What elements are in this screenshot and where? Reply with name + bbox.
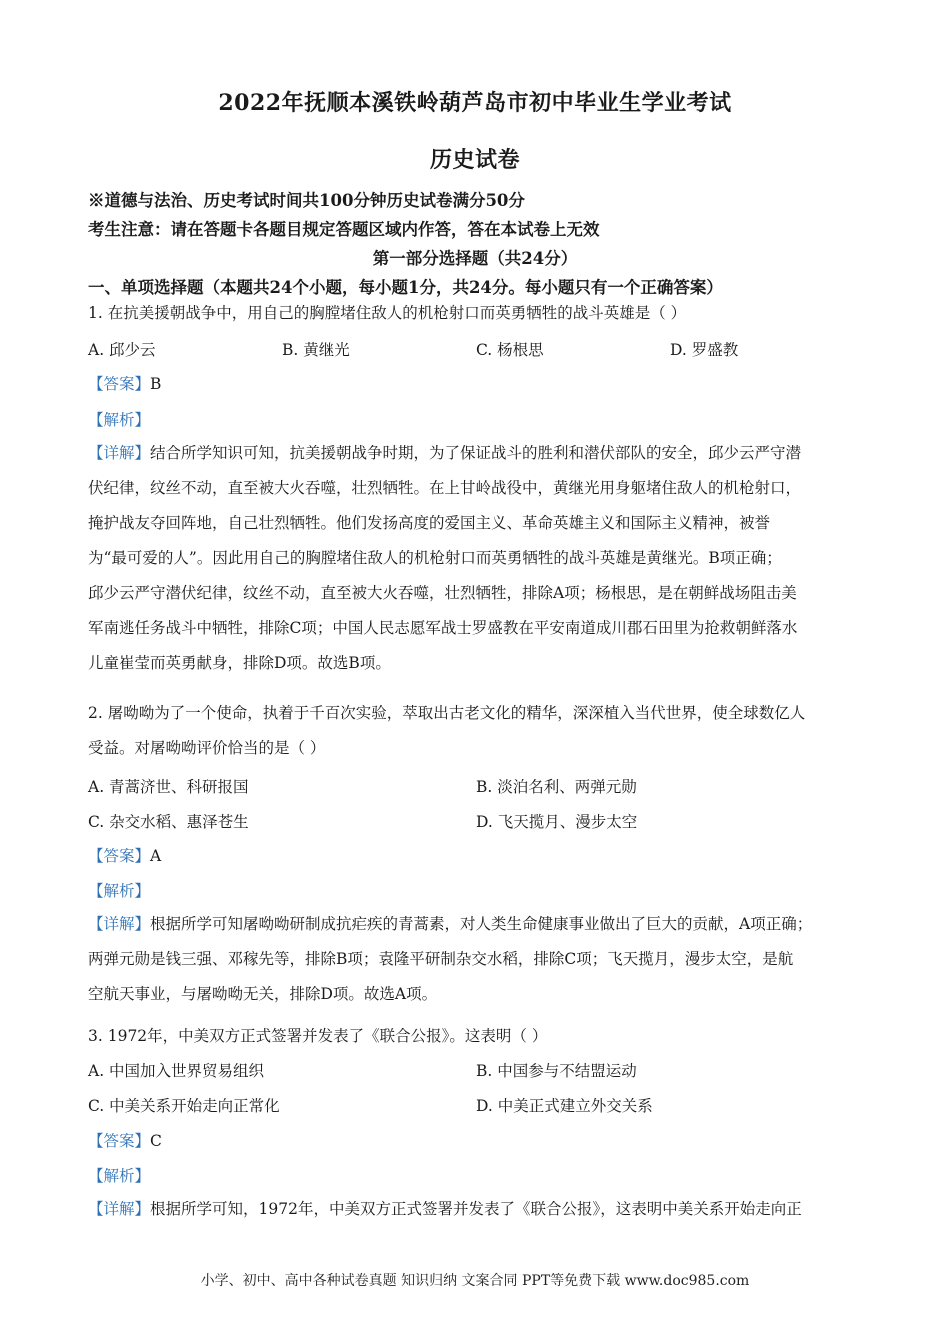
exam-subtitle: 历史试卷	[429, 147, 520, 173]
question-1-answer	[88, 374, 161, 394]
detail-line: 【详解】根据所学可知，1972年，中美双方正式签署并发表了《联合公报》，这表明中美关系开始走向正	[88, 1200, 802, 1218]
answer-tag: 【答案】	[88, 1132, 151, 1150]
question-1-detail	[88, 436, 863, 681]
page-footer: 小学、初中、高中各种试卷真题 知识归纳 文案合同 PPT等免费下载 www.doc985.com	[200, 1273, 750, 1289]
detail-line: 伏纪律，纹丝不动，直至被大火吞噬，壮烈牺牲。在上甘岭战役中，黄继光用身躯堵住敌人的机枪射口，	[88, 479, 802, 497]
detail-line: 儿童崔莹而英勇献身，排除D项。故选B项。	[88, 654, 391, 672]
detail-tag: 【详解】	[88, 1200, 151, 1218]
answer-value: B	[150, 375, 162, 393]
analysis-tag: 【解析】	[88, 411, 151, 429]
question-2-analysis-tag	[88, 881, 150, 901]
question-3-option-d: D. 中美正式建立外交关系	[476, 1097, 653, 1115]
answer-tag: 【答案】	[88, 847, 151, 865]
question-1-option-a: A. 邱少云	[88, 341, 156, 359]
stem-line: 2. 屠呦呦为了一个使命，执着于千百次实验，萃取出古老文化的精华，深深植入当代世界，使全球数亿人	[88, 704, 806, 722]
question-3-option-b: B. 中国参与不结盟运动	[476, 1062, 637, 1080]
question-3-detail	[88, 1192, 863, 1227]
answer-tag: 【答案】	[88, 375, 151, 393]
question-3-analysis-tag	[88, 1166, 150, 1186]
question-2-stem	[88, 696, 863, 766]
question-1-analysis-tag	[88, 410, 150, 430]
exam-time-note: ※道德与法治、历史考试时间共100分钟历史试卷满分50分	[88, 191, 525, 210]
question-1-option-d: D. 罗盛教	[670, 341, 739, 359]
question-3-option-c: C. 中美关系开始走向正常化	[88, 1097, 280, 1115]
detail-line: 两弹元勋是钱三强、邓稼先等，排除B项；袁隆平研制杂交水稻，排除C项；飞天揽月，漫步太空，是航	[88, 950, 794, 968]
question-2-option-b: B. 淡泊名利、两弹元勋	[476, 778, 637, 796]
question-2-option-c: C. 杂交水稻、惠泽苍生	[88, 813, 249, 831]
detail-line: 【详解】结合所学知识可知，抗美援朝战争时期，为了保证战斗的胜利和潜伏部队的安全，邱少云严守潜	[88, 444, 802, 462]
question-2-option-d: D. 飞天揽月、漫步太空	[476, 813, 638, 831]
detail-tag: 【详解】	[88, 915, 151, 933]
stem-line: 受益。对屠呦呦评价恰当的是（ ）	[88, 739, 326, 757]
question-2-option-a: A. 青蒿济世、科研报国	[88, 778, 249, 796]
question-1-stem: 1. 在抗美援朝战争中，用自己的胸膛堵住敌人的机枪射口而英勇牺牲的战斗英雄是（ ）	[88, 304, 687, 322]
question-1-option-b: B. 黄继光	[282, 341, 350, 359]
detail-line: 为“最可爱的人”。因此用自己的胸膛堵住敌人的机枪射口而英勇牺牲的战斗英雄是黄继光。B项正确；	[88, 549, 782, 567]
question-3-option-a: A. 中国加入世界贸易组织	[88, 1062, 265, 1080]
detail-line: 邱少云严守潜伏纪律，纹丝不动，直至被大火吞噬，壮烈牺牲，排除A项；杨根思，是在朝鲜战场阻击美	[88, 584, 797, 602]
question-1-option-c: C. 杨根思	[476, 341, 544, 359]
detail-tag: 【详解】	[88, 444, 151, 462]
part-heading: 第一部分选择题（共24分）	[372, 249, 578, 268]
detail-line: 【详解】根据所学可知屠呦呦研制成抗疟疾的青蒿素，对人类生命健康事业做出了巨大的贡献，A项正确；	[88, 915, 813, 933]
question-3-answer	[88, 1131, 162, 1151]
candidate-notice: 考生注意：请在答题卡各题目规定答题区域内作答，答在本试卷上无效	[88, 220, 600, 239]
question-2-answer	[88, 846, 161, 866]
detail-line: 空航天事业，与屠呦呦无关，排除D项。故选A项。	[88, 985, 438, 1003]
analysis-tag: 【解析】	[88, 882, 151, 900]
detail-line: 军南逃任务战斗中牺牲，排除C项；中国人民志愿军战士罗盛教在平安南道成川郡石田里为抢救朝鲜落水	[88, 619, 798, 637]
section-heading: 一、单项选择题（本题共24个小题，每小题1分，共24分。每小题只有一个正确答案）	[88, 278, 723, 297]
exam-title: 2022年抚顺本溪铁岭葫芦岛市初中毕业生学业考试	[218, 90, 732, 116]
answer-value: C	[150, 1132, 162, 1150]
analysis-tag: 【解析】	[88, 1167, 151, 1185]
question-3-stem: 3. 1972年，中美双方正式签署并发表了《联合公报》。这表明（ ）	[88, 1027, 548, 1045]
answer-value: A	[150, 847, 162, 865]
question-2-detail	[88, 907, 863, 1012]
detail-line: 掩护战友夺回阵地，自己壮烈牺牲。他们发扬高度的爱国主义、革命英雄主义和国际主义精神，被誉	[88, 514, 771, 532]
